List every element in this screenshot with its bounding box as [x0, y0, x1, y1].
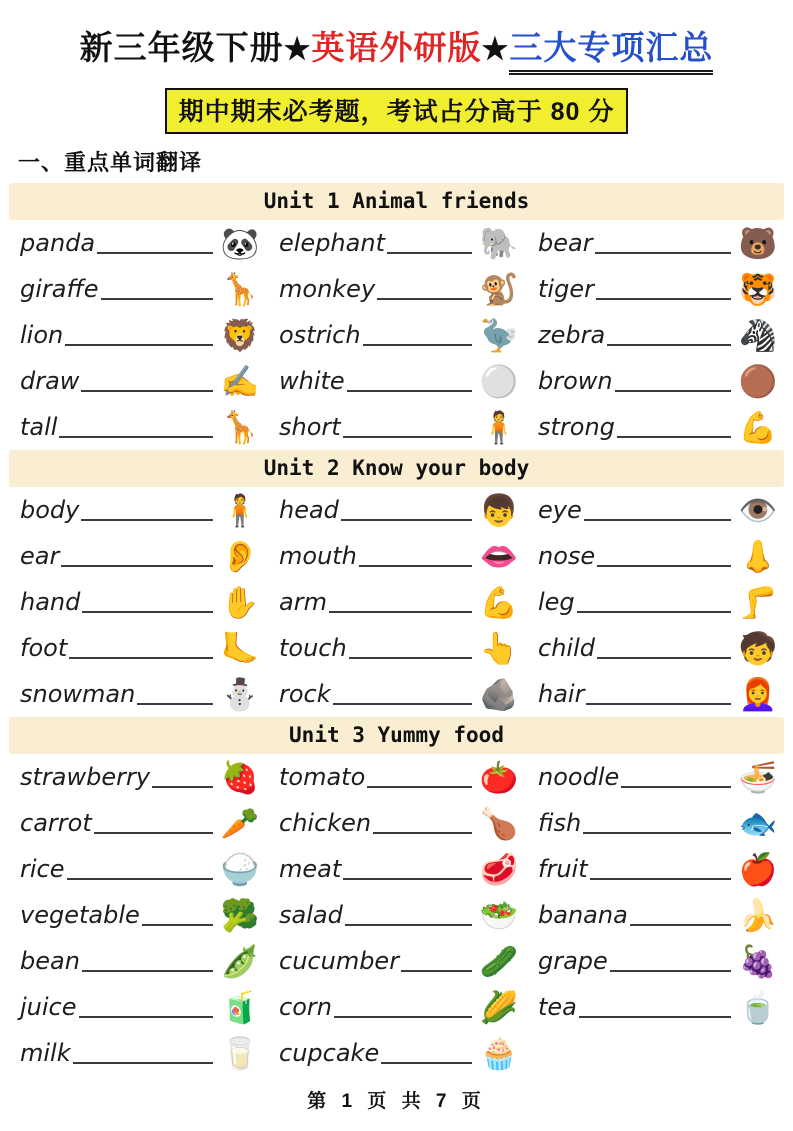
vocab-item: [279, 984, 520, 1030]
vocab-item: [20, 800, 261, 846]
answer-blank: [341, 499, 472, 521]
answer-blank: [349, 637, 472, 659]
banana-icon: 🍌: [738, 897, 778, 933]
vocab-word: noodle: [538, 763, 620, 791]
vocab-word: juice: [20, 993, 77, 1021]
vocab-word: draw: [20, 367, 80, 395]
vocab-item: [538, 625, 779, 671]
vocab-word: milk: [20, 1039, 71, 1067]
vocab-item: [20, 1030, 261, 1076]
vocab-item: [279, 579, 520, 625]
unit-banner: Unit 1 Animal friends: [9, 183, 784, 220]
vocab-word: mouth: [279, 542, 357, 570]
answer-blank: [97, 232, 213, 254]
vocab-item: [538, 892, 779, 938]
page-title: [0, 22, 793, 75]
answer-blank: [81, 370, 213, 392]
vocab-item: [279, 938, 520, 984]
vocab-word: leg: [538, 588, 575, 616]
muscle-arm-icon: 💪: [738, 409, 778, 445]
vocab-word: tea: [538, 993, 577, 1021]
answer-blank: [621, 766, 731, 788]
lion-icon: 🦁: [220, 317, 260, 353]
short-person-icon: 🧍: [479, 409, 519, 445]
star-icon: ★: [283, 33, 312, 66]
answer-blank: [579, 996, 731, 1018]
child-icon: 🧒: [738, 630, 778, 666]
vocab-word: chicken: [279, 809, 372, 837]
vocab-word: child: [538, 634, 595, 662]
vocab-word: snowman: [20, 680, 136, 708]
answer-blank: [69, 637, 213, 659]
answer-blank: [333, 683, 472, 705]
strawberry-icon: 🍓: [220, 759, 260, 795]
unit-section: [0, 183, 793, 450]
fruit-plate-icon: 🍎: [738, 851, 778, 887]
vocab-word: foot: [20, 634, 68, 662]
answer-blank: [373, 812, 472, 834]
vocab-item: [279, 892, 520, 938]
answer-blank: [577, 591, 731, 613]
answer-blank: [329, 591, 472, 613]
head-icon: 👦: [479, 492, 519, 528]
unit-banner: Unit 2 Know your body: [9, 450, 784, 487]
answer-blank: [343, 858, 472, 880]
unit-section: [0, 450, 793, 717]
answer-blank: [401, 950, 472, 972]
vocab-item: [20, 846, 261, 892]
elephant-icon: 🐘: [479, 225, 519, 261]
vegetable-icon: 🥦: [220, 897, 260, 933]
vocab-word: hair: [538, 680, 585, 708]
answer-blank: [359, 545, 472, 567]
answer-blank: [82, 591, 213, 613]
vocab-row: [0, 312, 793, 358]
answer-blank: [142, 904, 213, 926]
answer-blank: [596, 278, 731, 300]
vocab-item: [538, 800, 779, 846]
vocab-item: [279, 846, 520, 892]
answer-blank: [73, 1042, 213, 1064]
answer-blank: [381, 1042, 472, 1064]
vocab-item: [279, 1030, 520, 1076]
vocab-word: cucumber: [279, 947, 400, 975]
answer-blank: [59, 416, 213, 438]
vocab-item: [538, 487, 779, 533]
page-number: 第 1 页 共 7 页: [307, 1091, 486, 1112]
vocab-item: [279, 754, 520, 800]
vocab-row: [0, 800, 793, 846]
answer-blank: [597, 545, 731, 567]
fish-dish-icon: 🐟: [738, 805, 778, 841]
tomato-icon: 🍅: [479, 759, 519, 795]
tea-cup-icon: 🍵: [738, 989, 778, 1025]
vocab-word: eye: [538, 496, 582, 524]
vocab-item: [279, 404, 520, 450]
vocab-word: body: [20, 496, 80, 524]
unit-banner: Unit 3 Yummy food: [9, 717, 784, 754]
roast-chicken-icon: 🍗: [479, 805, 519, 841]
vocab-word: meat: [279, 855, 342, 883]
vocab-item: [279, 625, 520, 671]
vocab-row: [0, 892, 793, 938]
white-stone-icon: ⚪: [479, 363, 519, 399]
tiger-icon: 🐯: [738, 271, 778, 307]
red-hair-woman-icon: 👩‍🦰: [738, 676, 778, 712]
vocab-word: salad: [279, 901, 343, 929]
answer-blank: [595, 232, 731, 254]
vocab-word: ear: [20, 542, 60, 570]
foot-icon: 🦶: [220, 630, 260, 666]
vocab-word: nose: [538, 542, 596, 570]
vocab-word: giraffe: [20, 275, 99, 303]
answer-blank: [137, 683, 213, 705]
vocab-item: [538, 358, 779, 404]
vocab-item: [279, 358, 520, 404]
bear-icon: 🐻: [738, 225, 778, 261]
vocab-word: bear: [538, 229, 593, 257]
rice-bowl-icon: 🍚: [220, 851, 260, 887]
vocab-item: [538, 404, 779, 450]
vocab-word: hand: [20, 588, 81, 616]
answer-blank: [590, 858, 731, 880]
vocab-word: white: [279, 367, 345, 395]
vocab-row: [0, 358, 793, 404]
vocab-word: lion: [20, 321, 64, 349]
vocab-word: elephant: [279, 229, 385, 257]
body-icon: 🧍: [220, 492, 260, 528]
nose-icon: 👃: [738, 538, 778, 574]
rock-icon: 🪨: [479, 676, 519, 712]
mouth-icon: 👄: [479, 538, 519, 574]
vocab-item: [20, 938, 261, 984]
vocab-row: [0, 487, 793, 533]
subtitle-highlight: 期中期末必考题，考试占分高于 80 分: [165, 88, 629, 134]
juice-bottle-icon: 🧃: [220, 989, 260, 1025]
noodle-bowl-icon: 🍜: [738, 759, 778, 795]
answer-blank: [94, 812, 213, 834]
vocab-item: [20, 754, 261, 800]
monkey-icon: 🐒: [479, 271, 519, 307]
grape-icon: 🍇: [738, 943, 778, 979]
cucumber-icon: 🥒: [479, 943, 519, 979]
answer-blank: [615, 370, 731, 392]
vocab-word: strawberry: [20, 763, 151, 791]
units-container: [0, 183, 793, 1076]
meat-icon: 🥩: [479, 851, 519, 887]
unit-section: [0, 717, 793, 1076]
arm-icon: 💪: [479, 584, 519, 620]
vocab-row: [0, 1030, 793, 1076]
vocab-item: [20, 892, 261, 938]
panda-icon: 🐼: [220, 225, 260, 261]
vocab-row: [0, 625, 793, 671]
vocab-word: rock: [279, 680, 331, 708]
section-heading: 一、重点单词翻译: [18, 150, 203, 175]
answer-blank: [583, 812, 731, 834]
carrot-icon: 🥕: [220, 805, 260, 841]
vocab-row: [0, 220, 793, 266]
answer-blank: [377, 278, 472, 300]
subtitle-row: [0, 88, 793, 134]
vocab-item: [538, 312, 779, 358]
vocab-word: brown: [538, 367, 613, 395]
vocab-item: [279, 487, 520, 533]
vocab-item: [20, 625, 261, 671]
vocab-word: vegetable: [20, 901, 140, 929]
pea-pod-icon: 🫛: [220, 943, 260, 979]
vocab-item: [538, 220, 779, 266]
vocab-item: [538, 579, 779, 625]
vocab-item: [538, 533, 779, 579]
vocab-word: cupcake: [279, 1039, 380, 1067]
vocab-word: tiger: [538, 275, 594, 303]
vocab-word: fruit: [538, 855, 588, 883]
worksheet-header: [0, 22, 793, 183]
child-drawing-icon: ✍️: [220, 363, 260, 399]
answer-blank: [367, 766, 472, 788]
empty-cell: [538, 1030, 779, 1076]
vocab-word: ostrich: [279, 321, 361, 349]
salad-bowl-icon: 🥗: [479, 897, 519, 933]
vocab-word: bean: [20, 947, 80, 975]
vocab-word: panda: [20, 229, 96, 257]
answer-blank: [597, 637, 731, 659]
vocab-item: [20, 358, 261, 404]
vocab-word: strong: [538, 413, 615, 441]
vocab-word: touch: [279, 634, 347, 662]
vocab-row: [0, 404, 793, 450]
title-red-segment: 英语外研版: [311, 29, 482, 66]
answer-blank: [65, 324, 213, 346]
vocab-word: zebra: [538, 321, 606, 349]
cupcake-icon: 🧁: [479, 1035, 519, 1071]
vocab-item: [20, 404, 261, 450]
answer-blank: [81, 499, 213, 521]
answer-blank: [61, 545, 213, 567]
vocab-item: [20, 533, 261, 579]
vocab-item: [538, 846, 779, 892]
vocab-row: [0, 266, 793, 312]
vocab-item: [279, 533, 520, 579]
vocab-word: tomato: [279, 763, 366, 791]
answer-blank: [363, 324, 472, 346]
vocab-item: [20, 220, 261, 266]
answer-blank: [610, 950, 731, 972]
milk-carton-icon: 🥛: [220, 1035, 260, 1071]
vocab-row: [0, 533, 793, 579]
vocab-word: fish: [538, 809, 582, 837]
answer-blank: [347, 370, 472, 392]
vocab-item: [538, 984, 779, 1030]
vocab-row: [0, 579, 793, 625]
vocab-row: [0, 938, 793, 984]
answer-blank: [343, 416, 472, 438]
answer-blank: [630, 904, 731, 926]
vocab-item: [538, 671, 779, 717]
vocab-item: [279, 266, 520, 312]
answer-blank: [82, 950, 213, 972]
hand-icon: ✋: [220, 584, 260, 620]
touch-hand-icon: 👆: [479, 630, 519, 666]
answer-blank: [79, 996, 213, 1018]
vocab-item: [20, 984, 261, 1030]
vocab-word: tall: [20, 413, 58, 441]
vocab-item: [20, 579, 261, 625]
vocab-item: [538, 266, 779, 312]
answer-blank: [387, 232, 472, 254]
zebra-icon: 🦓: [738, 317, 778, 353]
vocab-item: [20, 671, 261, 717]
vocab-word: head: [279, 496, 339, 524]
vocab-word: monkey: [279, 275, 376, 303]
ostrich-icon: 🦤: [479, 317, 519, 353]
vocab-word: grape: [538, 947, 608, 975]
answer-blank: [152, 766, 213, 788]
answer-blank: [607, 324, 731, 346]
vocab-item: [20, 266, 261, 312]
vocab-row: [0, 984, 793, 1030]
answer-blank: [345, 904, 472, 926]
vocab-word: arm: [279, 588, 327, 616]
answer-blank: [617, 416, 731, 438]
brown-splat-icon: 🟤: [738, 363, 778, 399]
vocab-word: carrot: [20, 809, 92, 837]
giraffe-icon: 🦒: [220, 271, 260, 307]
answer-blank: [101, 278, 213, 300]
snowman-icon: ⛄: [220, 676, 260, 712]
vocab-word: banana: [538, 901, 628, 929]
vocab-item: [279, 312, 520, 358]
vocab-item: [279, 671, 520, 717]
answer-blank: [334, 996, 472, 1018]
vocab-word: rice: [20, 855, 65, 883]
vocab-item: [20, 487, 261, 533]
vocab-item: [279, 800, 520, 846]
vocab-row: [0, 671, 793, 717]
vocab-row: [0, 754, 793, 800]
answer-blank: [586, 683, 731, 705]
vocab-row: [0, 846, 793, 892]
answer-blank: [584, 499, 731, 521]
corn-icon: 🌽: [479, 989, 519, 1025]
tall-giraffe-icon: 🦒: [220, 409, 260, 445]
eye-icon: 👁️: [738, 492, 778, 528]
vocab-item: [538, 938, 779, 984]
title-blue-segment: 三大专项汇总: [509, 22, 713, 75]
ear-icon: 👂: [220, 538, 260, 574]
vocab-word: short: [279, 413, 341, 441]
vocab-word: corn: [279, 993, 332, 1021]
vocab-item: [20, 312, 261, 358]
vocab-item: [538, 754, 779, 800]
vocab-item: [279, 220, 520, 266]
leg-icon: 🦵: [738, 584, 778, 620]
answer-blank: [67, 858, 214, 880]
title-black-segment: 新三年级下册: [79, 29, 284, 66]
star-icon: ★: [481, 33, 510, 66]
